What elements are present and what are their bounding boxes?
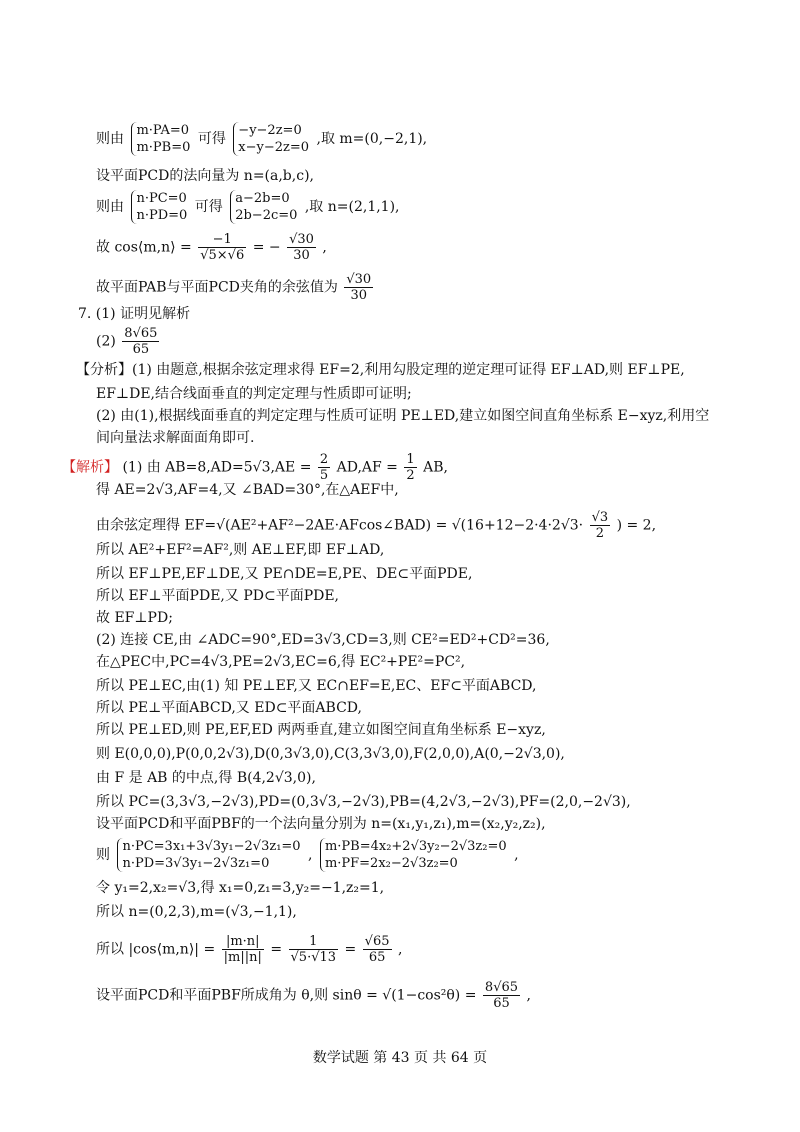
equation: m·PB=4x₂+2√3y₂−2√3z₂=0 — [324, 839, 507, 854]
equation: n·PD=3√3y₁−2√3z₁=0 — [122, 856, 270, 871]
fraction: $\frac{√30}{30}$ — [346, 272, 372, 303]
solution-line: 所以 EF⊥PE,EF⊥DE,又 PE∩DE=E,PE、DE⊂平面PDE, — [96, 566, 473, 582]
equation-system — [117, 838, 300, 872]
solution-line: 由 F 是 AB 的中点,得 B(4,2√3,0), — [96, 770, 316, 786]
fraction: $\frac{-1}{√5\times√6}$ — [200, 232, 245, 263]
equation-system — [320, 838, 507, 872]
text: AD,AF = — [336, 459, 398, 476]
text: , — [526, 987, 531, 1004]
text: 设平面PCD的法向量为 n=(a,b,c), — [96, 168, 314, 184]
fraction: $\frac{√65}{65}$ — [364, 934, 390, 965]
text: ) = 2, — [616, 517, 657, 534]
text: 可得 — [197, 131, 226, 147]
text: , — [397, 941, 403, 958]
solution-line — [96, 510, 656, 541]
system-line-1 — [96, 122, 427, 156]
text: 由余弦定理得 EF=√(AE²+AF²−2AE·AFcos∠BAD) = √(16+12−2·4·2√3· — [96, 517, 584, 534]
solution-line: 故 EF⊥PD; — [96, 610, 173, 626]
text: (2) — [96, 333, 116, 350]
text: 故 cos⟨m,n⟩ = — [96, 239, 192, 256]
text: 设平面PCD和平面PBF所成角为 θ,则 sinθ = √(1−cos²θ) = — [96, 987, 477, 1004]
analysis-line: (2) 由(1),根据线面垂直的判定定理与性质可证明 PE⊥ED,建立如图空间直角坐标系 E−xyz,利用空 — [96, 408, 710, 424]
fraction: $\frac{8√65}{65}$ — [484, 980, 519, 1011]
text: 可得 — [194, 199, 223, 215]
fraction: $\frac{1}{√5\cdot√13}$ — [290, 934, 337, 965]
equation: 2b−2c=0 — [235, 208, 298, 223]
solution-line: 在△PEC中,PC=4√3,PE=2√3,EC=6,得 EC²+PE²=PC², — [96, 654, 466, 670]
solution-line: 所以 AE²+EF²=AF²,则 AE⊥EF,即 EF⊥AD, — [96, 542, 385, 558]
solution-line: 得 AE=2√3,AF=4,又 ∠BAD=30°,在△AEF中, — [96, 482, 399, 498]
text: 则由 — [96, 131, 124, 147]
solution-line: 则 E(0,0,0),P(0,0,2√3),D(0,3√3,0),C(3,3√3,0),F(2,0,0),A(0,−2√3,0), — [96, 746, 565, 762]
solution-line: 设平面PCD和平面PBF的一个法向量分别为 n=(x₁,y₁,z₁),m=(x₂,y₂,z₂), — [96, 816, 546, 832]
text: , — [514, 847, 519, 863]
equation: n·PC=3x₁+3√3y₁−2√3z₁=0 — [122, 839, 301, 854]
analysis-line: 间向量法求解面面角即可. — [96, 430, 255, 446]
question-7-answer-2 — [96, 326, 161, 357]
text-line — [96, 166, 314, 186]
text: (1) 由 AB=8,AD=5√3,AE = — [122, 459, 312, 476]
sin-line — [96, 980, 531, 1011]
equation: m·PF=2x₂−2√3z₂=0 — [324, 856, 458, 871]
text: 所以 |cos⟨m,n⟩| = — [96, 941, 216, 958]
fraction: $\frac{√30}{30}$ — [289, 232, 314, 263]
text: 则由 — [96, 199, 124, 215]
system-line-2 — [96, 190, 400, 224]
equation: x−y−2z=0 — [238, 140, 310, 155]
solution-line: 所以 EF⊥平面PDE,又 PD⊂平面PDE, — [96, 588, 340, 604]
equation: a−2b=0 — [235, 191, 290, 206]
solution-line: 令 y₁=2,x₂=√3,得 x₁=0,z₁=3,y₂=−1,z₂=1, — [96, 880, 385, 896]
equation: −y−2z=0 — [238, 123, 302, 138]
system-line-3 — [96, 838, 519, 872]
solution-line: 所以 PE⊥ED,则 PE,EF,ED 两两垂直,建立如图空间直角坐标系 E−xyz, — [96, 722, 546, 738]
page-footer: 数学试题 第 43 页 共 64 页 — [312, 1050, 488, 1066]
fraction: $\frac{2}{5}$ — [319, 452, 329, 483]
equation-system — [131, 122, 190, 156]
conclusion-line — [96, 272, 375, 303]
solution-line: 所以 PE⊥平面ABCD,又 ED⊂平面ABCD, — [96, 700, 362, 716]
text: = − — [252, 239, 281, 256]
equation-system — [233, 122, 309, 156]
text: , — [308, 847, 313, 863]
fraction: $\frac{1}{2}$ — [406, 452, 415, 483]
text: 故平面PAB与平面PCD夹角的余弦值为 — [96, 279, 338, 296]
solution-line-1 — [62, 452, 448, 483]
text: = — [344, 941, 357, 958]
solution-line: 所以 n=(0,2,3),m=(√3,−1,1), — [96, 904, 297, 920]
analysis-line: EF⊥DE,结合线面垂直的判定定理与性质即可证明; — [96, 386, 412, 402]
solution-tag: 【解析】 — [62, 459, 118, 476]
text: 则 — [96, 847, 110, 863]
text: ,取 n=(2,1,1), — [304, 199, 400, 215]
text: 7. (1) 证明见解析 — [78, 306, 191, 322]
fraction: $\frac{√3}{2}$ — [591, 510, 609, 541]
equation-system — [131, 190, 187, 224]
solution-line: (2) 连接 CE,由 ∠ADC=90°,ED=3√3,CD=3,则 CE²=ED²+CD²=36, — [96, 632, 550, 648]
solution-line: 所以 PE⊥EC,由(1) 知 PE⊥EF,又 EC∩EF=E,EC、EF⊂平面ABCD, — [96, 678, 537, 694]
cos-line — [96, 232, 327, 263]
text: AB, — [423, 459, 448, 476]
text: = — [270, 941, 283, 958]
equation: n·PC=0 — [136, 191, 187, 206]
solution-line: 所以 PC=(3,3√3,−2√3),PD=(0,3√3,−2√3),PB=(4,2√3,−2√3),PF=(2,0,−2√3), — [96, 794, 631, 810]
equation-system — [230, 190, 297, 224]
equation: m·PB=0 — [136, 140, 191, 155]
text: , — [322, 239, 327, 256]
fraction: $\frac{8√65}{65}$ — [124, 326, 158, 357]
text: ,取 m=(0,−2,1), — [316, 131, 428, 147]
fraction: $\frac{|m\cdot n|}{|m||n|}$ — [223, 934, 262, 965]
question-7-answer-1 — [78, 304, 190, 324]
abs-cos-line — [96, 934, 402, 965]
equation: n·PD=0 — [136, 208, 188, 223]
analysis-line: 【分析】(1) 由题意,根据余弦定理求得 EF=2,利用勾股定理的逆定理可证得 EF⊥AD,则 EF⊥PE, — [76, 362, 685, 378]
equation: m·PA=0 — [136, 123, 190, 138]
